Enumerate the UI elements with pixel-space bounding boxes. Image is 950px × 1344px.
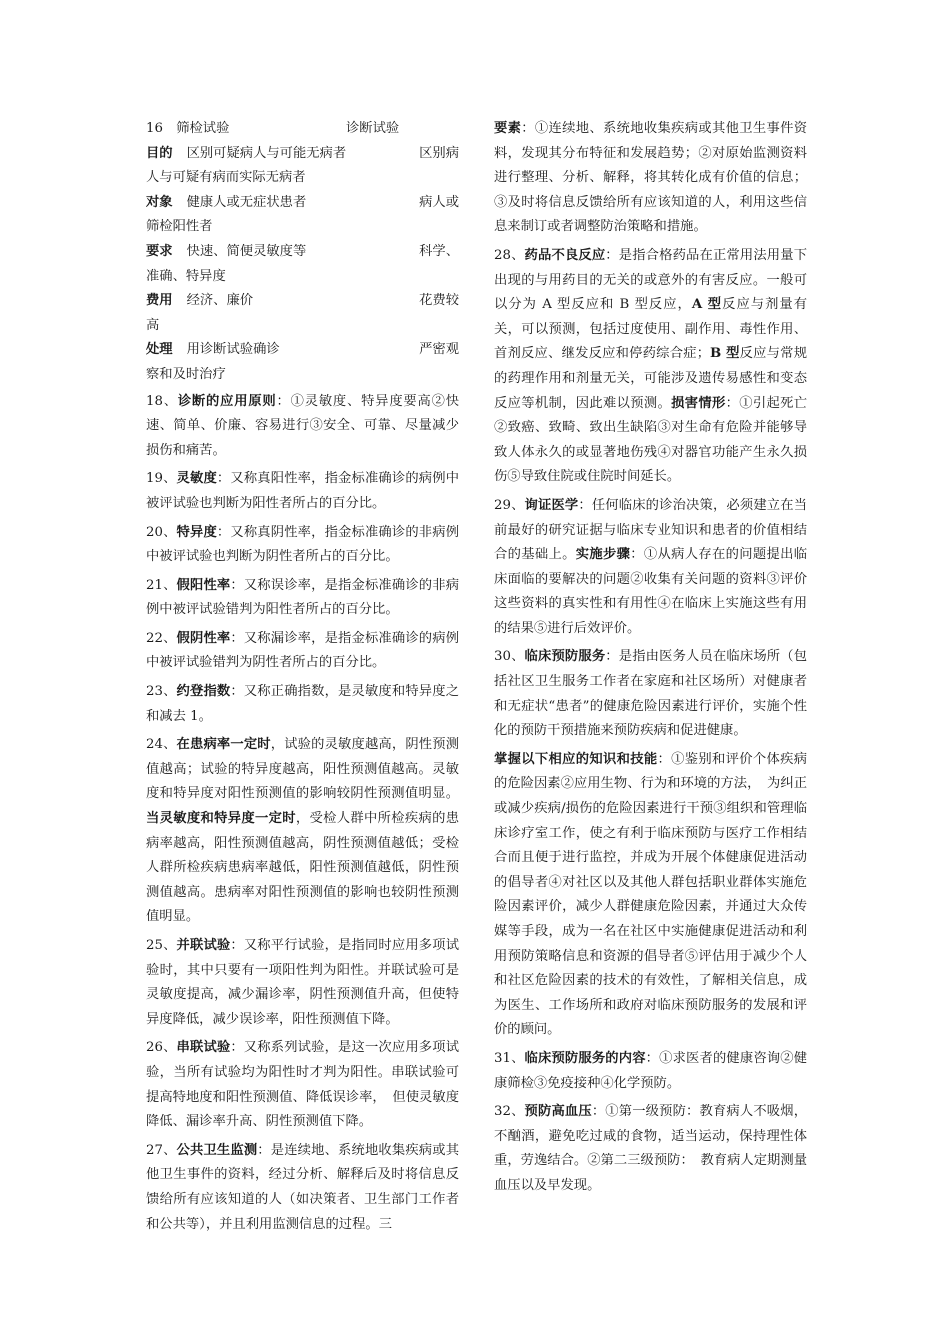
- row-key: 要求: [146, 243, 173, 259]
- table-header-screening: 16 筛检试验: [146, 121, 230, 136]
- term: 假阳性率: [176, 577, 231, 593]
- right-column: [494, 117, 807, 1203]
- row-diagnostic: 严密观: [419, 342, 459, 358]
- term: 在患病率一定时: [176, 737, 271, 753]
- row-diagnostic-cont: 准确、特异度: [146, 268, 226, 284]
- term: 串联试验: [176, 1040, 231, 1056]
- item-20: 20、特异度：又称真阴性率，指金标准确诊的非病例中被评试验也判断为阴性者所占的百分比。: [146, 524, 460, 565]
- row-screening: 健康人或无症状患者: [186, 194, 307, 210]
- term: 并联试验: [176, 938, 231, 953]
- row-diagnostic: 区别病: [419, 145, 459, 161]
- item-21: 21、假阳性率：又称误诊率，是指金标准确诊的非病例中被评试验错判为阳性者所占的百分比。: [146, 577, 460, 618]
- row-key: 费用: [146, 293, 173, 309]
- item-18: 18、诊断的应用原则：①灵敏度、特异度要高②快速、简单、价廉、容易进行③安全、可靠、尽量减少损伤和痛苦。: [146, 393, 460, 458]
- table-row: [146, 338, 459, 387]
- table-row: [146, 191, 459, 240]
- term: 药品不良反应: [524, 247, 606, 263]
- row-diagnostic: 花费较: [419, 293, 459, 309]
- row-diagnostic-cont: 高: [146, 317, 160, 333]
- row-screening: 区别可疑病人与可能无病者: [186, 145, 347, 161]
- term: 要素: [494, 121, 522, 136]
- item-27: 27、公共卫生监测：是连续地、系统地收集疾病或其他卫生事件的资料，经过分析、解释后及时将信息反馈给所有应该知道的人（如决策者、卫生部门工作者和公共等），并且利用监测信息的过程。三: [146, 1142, 460, 1232]
- item-27-continued: 要素：①连续地、系统地收集疾病或其他卫生事件资料，发现其分布特征和发展趋势；②对原始监测资料进行整理、分析、解释，将其转化成有价值的信息；③及时将信息反馈给所有应该知道的人，利用这些信息来制订或者调整防治策略和措施。: [494, 121, 808, 235]
- table-row: [146, 289, 459, 338]
- row-key: 处理: [146, 342, 173, 358]
- term: 特异度: [176, 524, 217, 540]
- comparison-table: [146, 117, 459, 388]
- item-26: 26、串联试验：又称系列试验，是这一次应用多项试验，当所有试验均为阳性时才判为阳性。串联试验可提高特地度和阳性预测值、降低误诊率， 但使灵敏度降低、漏诊率升高、阴性预测值下降。: [146, 1040, 460, 1130]
- row-key: 目的: [146, 145, 173, 161]
- row-diagnostic-cont: 筛检阳性者: [146, 219, 213, 235]
- term: 临床预防服务: [524, 649, 606, 665]
- term: 当灵敏度和特异度一定时: [146, 811, 296, 827]
- item-23: 23、约登指数：又称正确指数，是灵敏度和特异度之和减去 1。: [146, 684, 460, 724]
- term: 询证医学: [524, 497, 579, 513]
- item-31: 31、临床预防服务的内容：①求医者的健康咨询②健康筛检③免疫接种④化学预防。: [494, 1050, 808, 1091]
- item-24: 24、在患病率一定时，试验的灵敏度越高，阴性预测值越高；试验的特异度越高，阳性预测值越高。灵敏度和特异度对阳性预测值的影响较阴性预测值明显。当灵敏度和特异度一定时，受检人群中所检疾病的患病率越高，阳性预测值越高，阴性预测值越低；受检人群所检疾病患病率越低，阳性预测值越低，阴性预测值越高。患病率对阳性预测值的影响也较阴性预测值明显。: [146, 737, 460, 925]
- term: 约登指数: [176, 684, 231, 700]
- table-row: [146, 142, 459, 191]
- table-row: [146, 240, 459, 289]
- row-key: 对象: [146, 194, 173, 210]
- term: 损害情形: [671, 395, 726, 411]
- term: 掌握以下相应的知识和技能: [494, 751, 658, 767]
- term: B 型: [710, 346, 740, 362]
- row-screening: 快速、简便灵敏度等: [186, 243, 307, 259]
- term: A 型: [691, 297, 723, 313]
- term: 诊断的应用原则: [177, 393, 277, 409]
- row-diagnostic-cont: 察和及时治疗: [146, 366, 226, 382]
- item-28: 28、药品不良反应：是指合格药品在正常用法用量下出现的与用药目的无关的或意外的有害反应。一般可以分为 A 型反应和 B 型反应，A 型反应与剂量有关，可以预测，包括过度使用、副作用、毒性作用、首剂反应、继发反应和停药综合症；B 型反应与常规的药理作用和剂量无关，可能涉及遗传易感性和变态反应等机制，因此难以预测。损害情形：①引起死亡②致癌、致畸、致出生缺陷③对生命有危险并能够导致人体永久的或显著地伤残④对器官功能产生永久损伤⑤导致住院或住院时间延长。: [494, 247, 808, 485]
- item-29: 29、询证医学：任何临床的诊治决策，必须建立在当前最好的研究证据与临床专业知识和患者的价值相结合的基础上。实施步骤：①从病人存在的问题提出临床面临的要解决的问题②收集有关问题的资料③评价这些资料的真实性和有用性④在临床上实施这些有用的结果⑤进行后效评价。: [494, 497, 808, 636]
- item-25: 25、并联试验：又称平行试验，是指同时应用多项试验时，其中只要有一项阳性判为阳性。并联试验可是灵敏度提高，减少漏诊率，阴性预测值升高，但使特异度降低，减少误诊率，阳性预测值下降。: [146, 938, 460, 1027]
- row-diagnostic: 病人或: [419, 194, 459, 210]
- item-30: 30、临床预防服务：是指由医务人员在临床场所（包括社区卫生服务工作者在家庭和社区场所）对健康者和无症状“患者”的健康危险因素进行评价，实施个性化的预防干预措施来预防疾病和促进健康。: [494, 649, 808, 739]
- term: 预防高血压: [524, 1104, 592, 1120]
- term: 临床预防服务的内容: [524, 1050, 646, 1066]
- table-header-diagnostic: 诊断试验: [346, 121, 400, 136]
- term: 实施步骤: [575, 547, 631, 563]
- row-diagnostic: 科学、: [419, 243, 459, 259]
- item-22: 22、假阴性率：又称漏诊率，是指金标准确诊的病例中被评试验错判为阴性者所占的百分比。: [146, 630, 460, 671]
- item-30-skills: 掌握以下相应的知识和技能：①鉴别和评价个体疾病的危险因素②应用生物、行为和环境的方法， 为纠正或减少疾病/损伤的危险因素进行干预③组织和管理临床诊疗室工作，使之有利于临床预防与医疗工作相结合而且便于进行监控，并成为开展个体健康促进活动的倡导者④对社区以及其他人群包括职业群体实施危险因素评价，减少人群健康危险因素，并通过大众传媒等手段，成为一名在社区中实施健康促进活动和利用预防策略信息和资源的倡导者⑤评估用于减少个人和社区危险因素的技术的有效性，了解相关信息，成为医生、工作场所和政府对临床预防服务的发展和评价的顾问。: [494, 751, 808, 1038]
- item-32: 32、预防高血压：①第一级预防：教育病人不吸烟，不酗酒，避免吃过咸的食物，适当运动，保持理性体重，劳逸结合。②第二三级预防： 教育病人定期测量血压以及早发现。: [494, 1104, 808, 1193]
- row-screening: 用诊断试验确诊: [186, 342, 280, 358]
- item-19: 19、灵敏度：又称真阳性率，指金标准确诊的病例中被评试验也判断为阳性者所占的百分比。: [146, 471, 460, 511]
- table-header: [146, 117, 459, 142]
- row-diagnostic-cont: 人与可疑有病而实际无病者: [146, 170, 306, 186]
- left-column: [146, 117, 459, 1241]
- term: 假阴性率: [176, 630, 231, 646]
- term: 公共卫生监测: [176, 1142, 258, 1158]
- term: 灵敏度: [176, 471, 217, 487]
- row-screening: 经济、廉价: [186, 293, 254, 309]
